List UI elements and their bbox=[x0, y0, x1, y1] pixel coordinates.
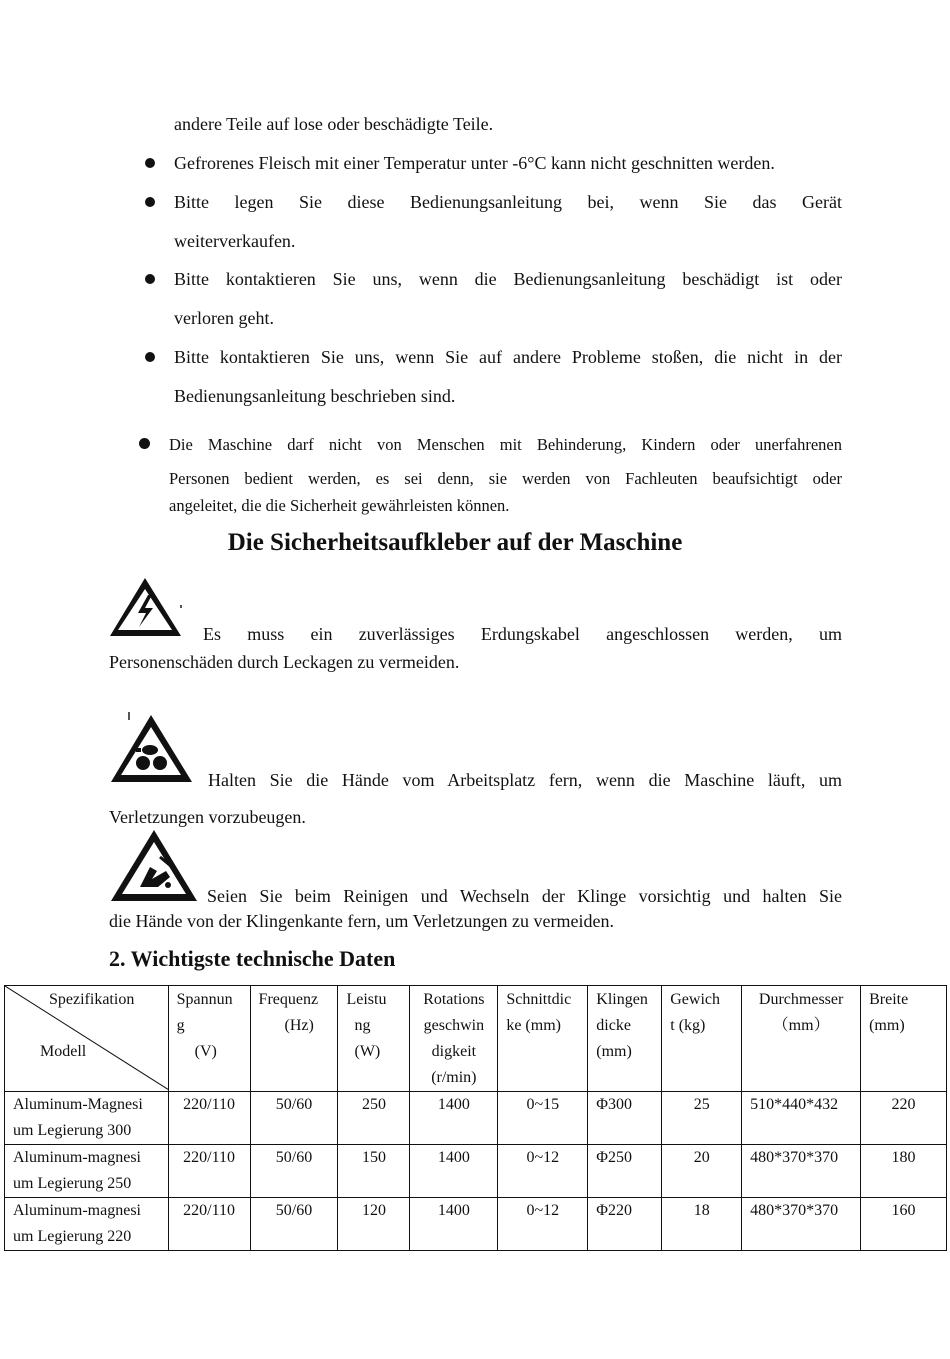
list-item-continuation: angeleitet, die die Sicherheit gewährleisten können. bbox=[169, 496, 510, 515]
header-line: (W) bbox=[354, 1043, 381, 1060]
corner-model-label: Modell bbox=[40, 1043, 87, 1060]
power-cell: 250 bbox=[338, 1092, 410, 1145]
header-line: t (kg) bbox=[670, 1017, 706, 1034]
warning-text-continuation: Personenschäden durch Leckagen zu vermeiden. bbox=[109, 652, 460, 672]
header-line: g bbox=[176, 1017, 185, 1034]
frequency-cell: 50/60 bbox=[250, 1145, 338, 1198]
model-cell bbox=[5, 1198, 169, 1251]
list-item-continuation: Bedienungsanleitung beschrieben sind. bbox=[174, 386, 456, 406]
model-line: um Legierung 250 bbox=[13, 1175, 132, 1192]
table-header-row bbox=[5, 986, 947, 1092]
header-line: Rotations bbox=[423, 991, 485, 1008]
corner-spec-label: Spezifikation bbox=[49, 991, 135, 1008]
header-line: dicke bbox=[596, 1017, 631, 1034]
header-line: Leistu bbox=[346, 991, 387, 1008]
specification-table bbox=[4, 985, 947, 1251]
header-line: Breite bbox=[869, 991, 909, 1008]
header-cutting-thickness bbox=[498, 986, 588, 1092]
header-line: (r/min) bbox=[431, 1069, 477, 1086]
blade-cell: Φ220 bbox=[588, 1198, 662, 1251]
header-line: ng bbox=[354, 1017, 371, 1034]
voltage-cell: 220/110 bbox=[168, 1145, 250, 1198]
header-power bbox=[338, 986, 410, 1092]
header-voltage bbox=[168, 986, 250, 1092]
bullet-icon bbox=[145, 158, 155, 168]
technical-data-heading: 2. Wichtigste technische Daten bbox=[109, 946, 396, 971]
header-line: Schnittdic bbox=[506, 991, 572, 1008]
power-cell: 150 bbox=[338, 1145, 410, 1198]
list-item-continuation: weiterverkaufen. bbox=[174, 231, 296, 251]
header-weight bbox=[662, 986, 742, 1092]
bullet-icon bbox=[145, 197, 155, 207]
header-line: ke (mm) bbox=[506, 1017, 561, 1034]
header-line: (V) bbox=[194, 1043, 217, 1060]
frequency-cell: 50/60 bbox=[250, 1092, 338, 1145]
width-cell: 180 bbox=[861, 1145, 947, 1198]
rotation-cell: 1400 bbox=[410, 1198, 498, 1251]
header-blade-thickness bbox=[588, 986, 662, 1092]
model-line: um Legierung 220 bbox=[13, 1228, 132, 1245]
list-item-continuation: Personen bedient werden, es sei denn, sie werden von Fachleuten beaufsichtigt oder bbox=[169, 469, 842, 488]
rotation-cell: 1400 bbox=[410, 1092, 498, 1145]
stickers-heading: Die Sicherheitsaufkleber auf der Maschine bbox=[227, 529, 683, 556]
list-item: Bitte kontaktieren Sie uns, wenn Sie auf andere Probleme stoßen, die nicht in der bbox=[174, 347, 842, 367]
hand-cut-warning-icon bbox=[110, 827, 200, 903]
list-item: Bitte legen Sie diese Bedienungsanleitung bei, wenn Sie das Gerät bbox=[174, 192, 842, 212]
header-diameter bbox=[742, 986, 861, 1092]
weight-cell: 20 bbox=[662, 1145, 742, 1198]
header-line: (mm) bbox=[869, 1017, 905, 1034]
diameter-cell: 510*440*432 bbox=[742, 1092, 861, 1145]
bullet-icon bbox=[145, 274, 155, 284]
table-row bbox=[5, 1092, 947, 1145]
header-frequency bbox=[250, 986, 338, 1092]
cutting-thickness-cell: 0~12 bbox=[498, 1145, 588, 1198]
header-line: Frequenz bbox=[258, 991, 319, 1008]
list-item-continuation: verloren geht. bbox=[174, 308, 274, 328]
warning-text-continuation: Verletzungen vorzubeugen. bbox=[109, 807, 306, 827]
diameter-cell: 480*370*370 bbox=[742, 1145, 861, 1198]
diameter-cell: 480*370*370 bbox=[742, 1198, 861, 1251]
warning-text: Es muss ein zuverlässiges Erdungskabel angeschlossen werden, um bbox=[203, 624, 842, 644]
bullet-icon bbox=[139, 438, 150, 449]
table-row bbox=[5, 1198, 947, 1251]
electric-shock-warning-icon bbox=[108, 575, 184, 639]
cutting-thickness-cell: 0~12 bbox=[498, 1198, 588, 1251]
weight-cell: 25 bbox=[662, 1092, 742, 1145]
width-cell: 160 bbox=[861, 1198, 947, 1251]
model-cell bbox=[5, 1092, 169, 1145]
power-cell: 120 bbox=[338, 1198, 410, 1251]
header-line: Spannun bbox=[176, 991, 233, 1008]
voltage-cell: 220/110 bbox=[168, 1092, 250, 1145]
header-line: （mm） bbox=[772, 1017, 830, 1034]
frequency-cell: 50/60 bbox=[250, 1198, 338, 1251]
blade-cell: Φ300 bbox=[588, 1092, 662, 1145]
rotation-cell: 1400 bbox=[410, 1145, 498, 1198]
header-line: (Hz) bbox=[284, 1017, 314, 1034]
header-line: Gewich bbox=[670, 991, 721, 1008]
list-item: Die Maschine darf nicht von Menschen mit Behinderung, Kindern oder unerfahrenen bbox=[169, 435, 842, 454]
model-line: Aluminum-magnesi bbox=[13, 1202, 141, 1219]
header-line: Klingen bbox=[596, 991, 648, 1008]
header-line: geschwin bbox=[423, 1017, 485, 1034]
header-width bbox=[861, 986, 947, 1092]
list-item: Bitte kontaktieren Sie uns, wenn die Bedienungsanleitung beschädigt ist oder bbox=[174, 269, 842, 289]
header-rotation-speed bbox=[410, 986, 498, 1092]
hand-entanglement-warning-icon bbox=[110, 712, 195, 784]
header-corner-cell bbox=[5, 986, 169, 1092]
model-line: Aluminum-Magnesi bbox=[13, 1096, 143, 1113]
table-row bbox=[5, 1145, 947, 1198]
model-cell bbox=[5, 1145, 169, 1198]
bullet-icon bbox=[145, 352, 155, 362]
header-line: (mm) bbox=[596, 1043, 632, 1060]
model-line: Aluminum-magnesi bbox=[13, 1149, 141, 1166]
warning-text: Halten Sie die Hände vom Arbeitsplatz fern, wenn die Maschine läuft, um bbox=[208, 770, 842, 790]
header-line: digkeit bbox=[431, 1043, 477, 1060]
model-line: um Legierung 300 bbox=[13, 1122, 132, 1139]
width-cell: 220 bbox=[861, 1092, 947, 1145]
weight-cell: 18 bbox=[662, 1198, 742, 1251]
cutting-thickness-cell: 0~15 bbox=[498, 1092, 588, 1145]
list-item-continuation: andere Teile auf lose oder beschädigte Teile. bbox=[174, 114, 494, 134]
list-item: Gefrorenes Fleisch mit einer Temperatur unter -6°C kann nicht geschnitten werden. bbox=[174, 153, 775, 173]
header-line: Durchmesser bbox=[758, 991, 844, 1008]
warning-text: Seien Sie beim Reinigen und Wechseln der Klinge vorsichtig und halten Sie bbox=[207, 886, 842, 906]
warning-text-continuation: die Hände von der Klingenkante fern, um Verletzungen zu vermeiden. bbox=[109, 911, 614, 931]
voltage-cell: 220/110 bbox=[168, 1198, 250, 1251]
blade-cell: Φ250 bbox=[588, 1145, 662, 1198]
